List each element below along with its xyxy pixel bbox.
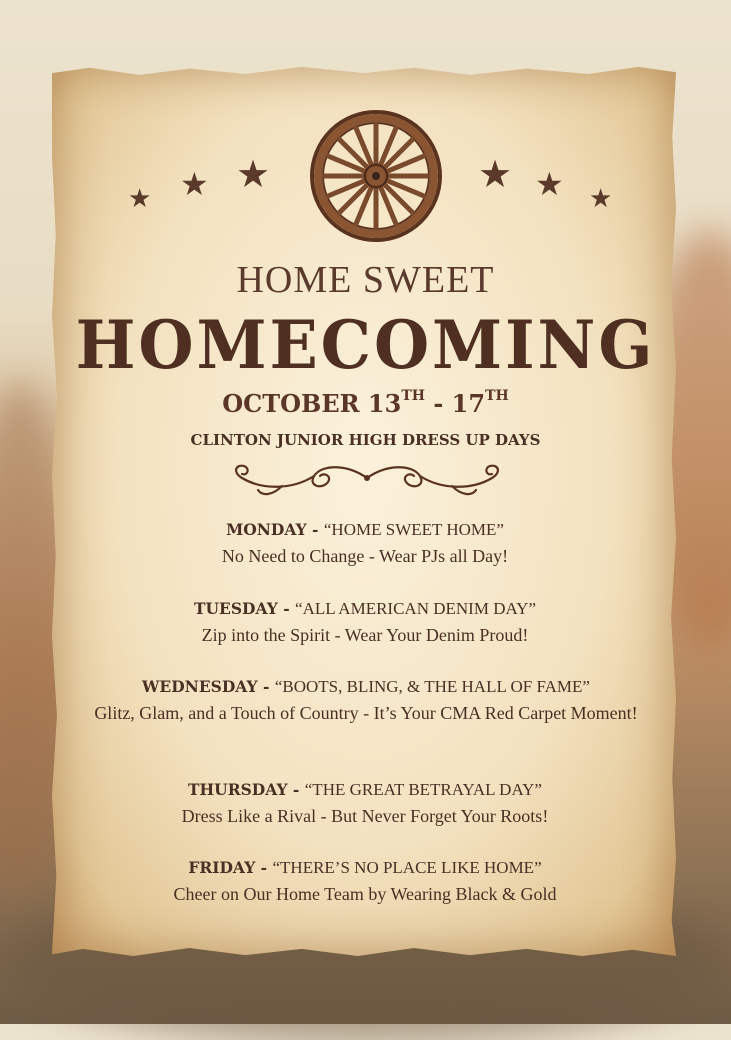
date-end-suffix: TH bbox=[485, 388, 509, 404]
day-description: Cheer on Our Home Team by Wearing Black & Gold bbox=[173, 884, 557, 904]
day-name: WEDNESDAY - bbox=[142, 677, 275, 696]
day-tuesday bbox=[70, 596, 660, 648]
day-name: MONDAY - bbox=[226, 520, 324, 539]
title-line-1: HOME SWEET bbox=[236, 259, 495, 301]
wagon-wheel-icon bbox=[308, 108, 444, 244]
flourish-divider-icon bbox=[222, 456, 512, 500]
star-icon: ★ bbox=[535, 165, 564, 203]
day-theme: “THERE’S NO PLACE LIKE HOME” bbox=[272, 858, 542, 877]
day-monday bbox=[70, 517, 660, 569]
day-theme: “THE GREAT BETRAYAL DAY” bbox=[304, 780, 542, 799]
school-subtitle: CLINTON JUNIOR HIGH DRESS UP DAYS bbox=[190, 431, 541, 449]
day-description: No Need to Change - Wear PJs all Day! bbox=[221, 546, 509, 566]
day-name: THURSDAY - bbox=[188, 780, 305, 799]
day-wednesday bbox=[70, 674, 662, 726]
star-icon: ★ bbox=[128, 184, 152, 214]
day-name: TUESDAY - bbox=[193, 599, 296, 618]
day-theme: “ALL AMERICAN DENIM DAY” bbox=[295, 599, 537, 618]
date-start-suffix: TH bbox=[401, 388, 425, 404]
date-start: OCTOBER 13 bbox=[222, 389, 402, 418]
day-name: FRIDAY - bbox=[188, 858, 273, 877]
day-theme: “HOME SWEET HOME” bbox=[323, 520, 504, 539]
day-description: Dress Like a Rival - But Never Forget Your Roots! bbox=[181, 806, 549, 826]
day-theme: “BOOTS, BLING, & THE HALL OF FAME” bbox=[274, 677, 590, 696]
star-icon: ★ bbox=[478, 152, 513, 196]
day-friday bbox=[70, 855, 660, 907]
star-icon: ★ bbox=[589, 184, 613, 214]
star-icon: ★ bbox=[236, 152, 271, 196]
day-description: Glitz, Glam, and a Touch of Country - It’s Your CMA Red Carpet Moment! bbox=[94, 703, 638, 723]
event-dates bbox=[0, 388, 731, 418]
day-thursday bbox=[70, 777, 660, 829]
title-line-2: HOMECOMING bbox=[75, 306, 656, 384]
day-description: Zip into the Spirit - Wear Your Denim Proud! bbox=[201, 625, 529, 645]
date-separator: - 17 bbox=[424, 389, 486, 418]
star-icon: ★ bbox=[180, 165, 209, 203]
